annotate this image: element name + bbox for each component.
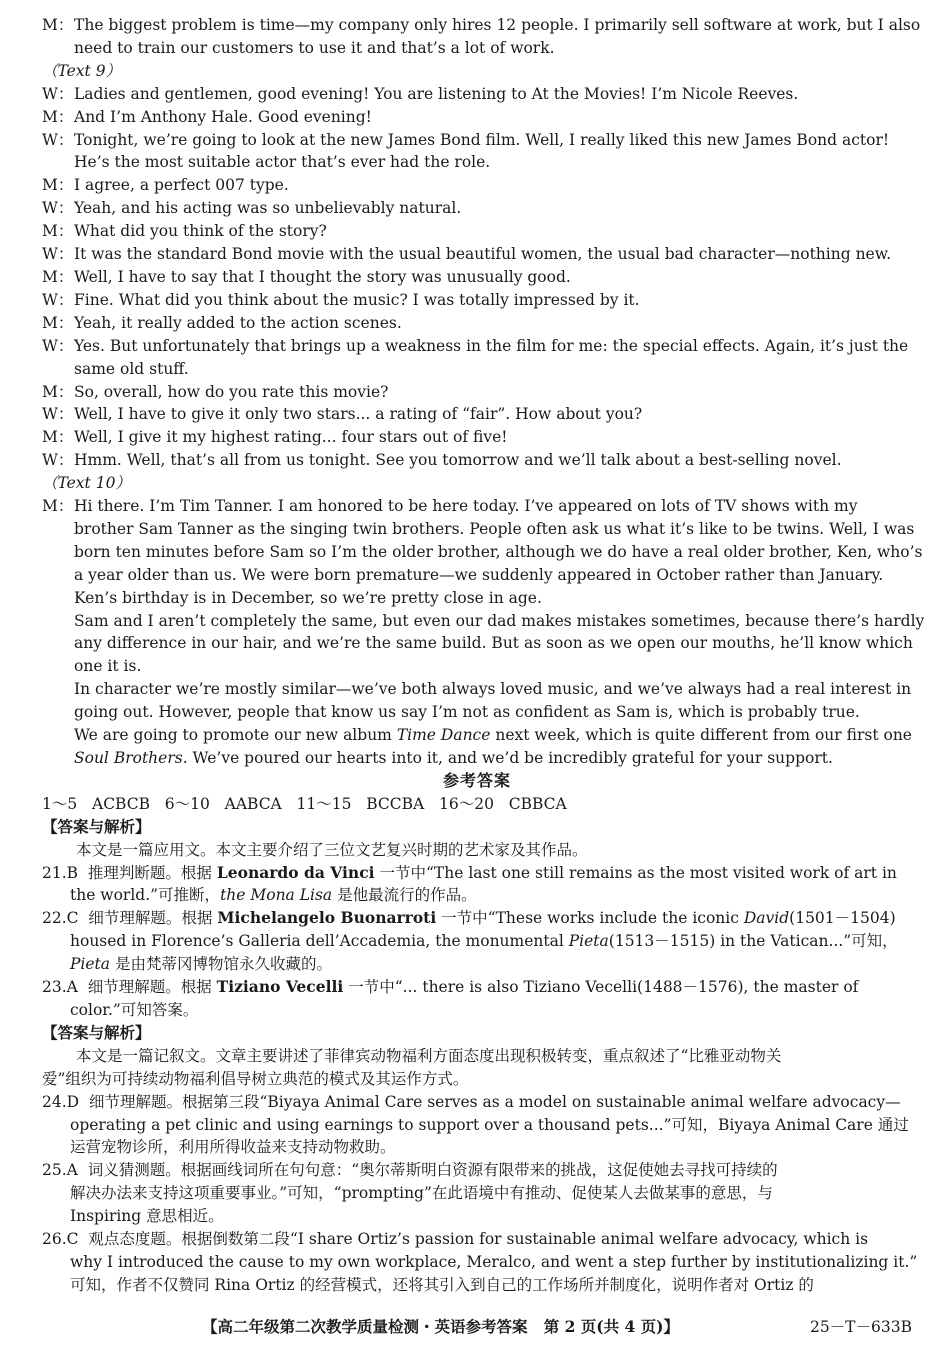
dialogue-line: M：What did you think of the story? bbox=[42, 220, 912, 243]
question-23-cont: color.”可知答案。 bbox=[70, 1000, 199, 1019]
speaker-label: M： bbox=[42, 107, 74, 126]
passage-intro: 本文是一篇记叙文。文章主要讲述了菲律宾动物福利方面态度出现积极转变，重点叙述了“比雅亚动物关 bbox=[76, 1046, 782, 1065]
dialogue-line: W：Yes. But unfortunately that brings up a weakness in the film for me: the special effects. Again, it’s just the bbox=[42, 335, 912, 358]
passage-intro: 本文是一篇应用文。本文主要介绍了三位文艺复兴时期的艺术家及其作品。 bbox=[76, 840, 588, 859]
speaker-label: M： bbox=[42, 16, 74, 34]
text-10-monologue bbox=[42, 495, 925, 770]
speaker-label: W： bbox=[42, 336, 74, 355]
monologue-line: Ken’s birthday is in December, so we’re pretty close in age. bbox=[74, 588, 542, 607]
question-25: 25.A 词义猜测题。根据画线词所在句句意：“奥尔蒂斯明白资源有限带来的挑战，这促使她去寻找可持续的 bbox=[42, 1161, 778, 1180]
dialogue-line: need to train our customers to use it and that’s a lot of work. bbox=[74, 38, 555, 57]
dialogue-line: W：Well, I have to give it only two stars... a rating of “fair”. How about you? bbox=[42, 403, 912, 426]
dialogue-line: M：I agree, a perfect 007 type. bbox=[42, 174, 912, 197]
question-26-cont: 可知，作者不仅赞同 Rina Ortiz 的经营模式，还将其引入到自己的工作场所并制度化，说明作者对 Ortiz 的 bbox=[70, 1275, 814, 1294]
speaker-label: M： bbox=[42, 428, 74, 447]
question-22-cont: Pieta 是由梵蒂冈博物馆永久收藏的。 bbox=[70, 955, 332, 974]
monologue-line: Soul Brothers. We’ve poured our hearts into it, and we’d be incredibly grateful for your support. bbox=[74, 749, 833, 767]
answer-key-line: 1～5 ACBCB 6～10 AABCA 11～15 BCCBA 16～20 CBBCA bbox=[42, 794, 567, 813]
dialogue-line: W：Yeah, and his acting was so unbelievably natural. bbox=[42, 197, 912, 220]
answers-title: 参考答案 bbox=[442, 770, 511, 790]
question-25-cont: 解决办法来支持这项重要事业。”可知，“prompting”在此语境中有推动、促使某人去做某事的意思，与 bbox=[70, 1184, 773, 1203]
monologue-line: Sam and I aren’t completely the same, but even our dad makes mistakes sometimes, because there’s hardly bbox=[74, 611, 925, 630]
speaker-label: W： bbox=[42, 130, 74, 149]
monologue-line: any difference in our hair, and we’re the same build. But as soon as we open our mouths, he’ll know which bbox=[74, 634, 913, 653]
album-title: Soul Brothers bbox=[74, 749, 183, 767]
speaker-label: M： bbox=[42, 267, 74, 286]
speaker-label: W： bbox=[42, 199, 74, 218]
passage-intro: 爱”组织为可持续动物福利倡导树立典范的模式及其运作方式。 bbox=[42, 1069, 469, 1088]
monologue-line: a year older than us. We were born premature—we suddenly appeared in October rather than January. bbox=[74, 565, 884, 584]
monologue-line: In character we’re mostly similar—we’ve both always loved music, and we’ve always had a real interest in bbox=[74, 680, 912, 699]
speaker-label: M： bbox=[42, 222, 74, 241]
question-25-cont: Inspiring 意思相近。 bbox=[70, 1207, 224, 1226]
question-24-cont: operating a pet clinic and using earnings to support over a thousand pets...”可知，Biyaya Animal Care 通过 bbox=[70, 1115, 909, 1134]
speaker-label: W： bbox=[42, 405, 74, 424]
question-26: 26.C 观点态度题。根据倒数第二段“I share Ortiz’s passion for sustainable animal welfare advocacy, which is bbox=[42, 1230, 869, 1249]
question-22-cont: housed in Florence’s Galleria dell’Accademia, the monumental Pieta(1513－1515) in the Vatican...”可知， bbox=[70, 932, 898, 951]
question-24: 24.D 细节理解题。根据第三段“Biyaya Animal Care serves as a model on sustainable animal welfare advocacy— bbox=[42, 1092, 901, 1111]
dialogue-line: M：Well, I have to say that I thought the story was unusually good. bbox=[42, 266, 912, 289]
question-21: 21.B 推理判断题。根据 Leonardo da Vinci 一节中“The last one still remains as the most visited work of art in bbox=[42, 862, 897, 882]
speaker-label: M： bbox=[42, 382, 74, 401]
answer-sheet-page bbox=[42, 14, 925, 1297]
album-title: Time Dance bbox=[396, 726, 491, 745]
question-24-cont: 运营宠物诊所，利用所得收益来支持动物救助。 bbox=[70, 1138, 396, 1157]
dialogue-line: M：So, overall, how do you rate this movie? bbox=[42, 381, 912, 404]
dialogue-line: W：Tonight, we’re going to look at the new James Bond film. Well, I really liked this new James Bond actor! bbox=[42, 129, 912, 152]
dialogue-line: same old stuff. bbox=[74, 359, 189, 378]
monologue-line: brother Sam Tanner as the singing twin brothers. People often ask us what it’s like to be twins. Well, I was bbox=[74, 519, 915, 538]
question-22: 22.C 细节理解题。根据 Michelangelo Buonarroti 一节中“These works include the iconic David(1501－1504) bbox=[42, 908, 896, 928]
speaker-label: W： bbox=[42, 290, 74, 309]
dialogue-line: W：It was the standard Bond movie with the usual beautiful women, the usual bad character—nothing new. bbox=[42, 243, 912, 266]
speaker-label: W： bbox=[42, 245, 74, 264]
monologue-line: M：Hi there. I’m Tim Tanner. I am honored to be here today. I’ve appeared on lots of TV shows with my bbox=[42, 495, 912, 518]
question-23: 23.A 细节理解题。根据 Tiziano Vecelli 一节中“... there is also Tiziano Vecelli(1488－1576), the master of bbox=[42, 977, 859, 997]
analysis-header: 【答案与解析】 bbox=[42, 1022, 151, 1042]
speaker-label: M： bbox=[42, 497, 74, 516]
dialogue-line: M：The biggest problem is time—my company only hires 12 people. I primarily sell software at work, but I also bbox=[42, 14, 912, 37]
dialogue-line: He’s the most suitable actor that’s ever had the role. bbox=[74, 153, 491, 172]
dialogue-line: M：Well, I give it my highest rating... four stars out of five! bbox=[42, 426, 912, 449]
analysis-header: 【答案与解析】 bbox=[42, 816, 151, 836]
monologue-line: one it is. bbox=[74, 657, 142, 676]
question-26-cont: why I introduced the cause to my own workplace, Meralco, and went a step further by institutionalizing it.” bbox=[70, 1252, 918, 1271]
question-21-cont: the world.”可推断，the Mona Lisa 是他最流行的作品。 bbox=[70, 886, 477, 905]
footer-title: 【高二年级第二次教学质量检测・英语参考答案 第 2 页(共 4 页)】 bbox=[202, 1317, 680, 1336]
dialogue-line: W：Hmm. Well, that’s all from us tonight. See you tomorrow and we’ll talk about a best-selling novel. bbox=[42, 449, 912, 472]
speaker-label: M： bbox=[42, 313, 74, 332]
dialogue-line: W：Fine. What did you think about the music? I was totally impressed by it. bbox=[42, 289, 912, 312]
dialogue-line: M：And I’m Anthony Hale. Good evening! bbox=[42, 106, 912, 129]
dialogue-line: M：Yeah, it really added to the action scenes. bbox=[42, 312, 912, 335]
speaker-label: W： bbox=[42, 84, 74, 103]
text-10-label: （Text 10） bbox=[42, 474, 131, 493]
monologue-line: going out. However, people that know us say I’m not as confident as Sam is, which is probably true. bbox=[74, 703, 860, 722]
footer-code: 25－T－633B bbox=[809, 1318, 912, 1336]
speaker-label: M： bbox=[42, 176, 74, 195]
dialogue-line: W：Ladies and gentlemen, good evening! You are listening to At the Movies! I’m Nicole Reeves. bbox=[42, 83, 912, 106]
monologue-line: born ten minutes before Sam so I’m the older brother, although we do have a real older brother, Ken, who’s bbox=[74, 542, 923, 561]
text-9-dialogue bbox=[42, 83, 912, 472]
text-9-label: （Text 9） bbox=[42, 61, 122, 80]
speaker-label: W： bbox=[42, 451, 74, 470]
monologue-line: We are going to promote our new album Time Dance next week, which is quite different from our first one bbox=[74, 726, 912, 745]
